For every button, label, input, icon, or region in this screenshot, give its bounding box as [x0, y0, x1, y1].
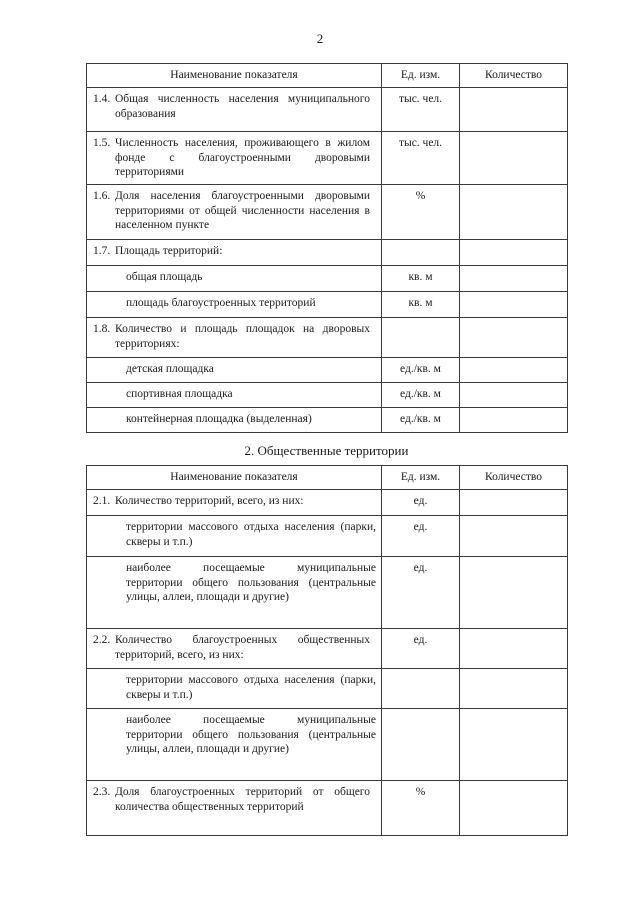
- row-unit: тыс. чел.: [382, 88, 460, 132]
- row-unit: ед./кв. м: [382, 383, 460, 408]
- row-quantity[interactable]: [460, 185, 568, 240]
- row-label: Количество и площадь площадок на дворовых территориях:: [115, 323, 370, 350]
- table-header-row: [87, 64, 568, 88]
- row-number: 1.8.: [93, 323, 111, 335]
- row-quantity[interactable]: [460, 490, 568, 516]
- row-quantity[interactable]: [460, 266, 568, 292]
- header-quantity: Количество: [460, 64, 568, 88]
- table-row: [87, 557, 568, 629]
- row-label: Количество благоустроенных общественных территорий, всего, из них:: [115, 634, 370, 661]
- row-unit: ед./кв. м: [382, 358, 460, 383]
- row-label: Доля населения благоустроенными дворовыми территориями от общей численности населения в населенном пункте: [115, 190, 370, 232]
- row-label: Количество территорий, всего, из них:: [115, 495, 304, 507]
- row-unit: [382, 669, 460, 709]
- row-label: наиболее посещаемые муниципальные территории общего пользования (центральные улицы, аллеи, площади и другие): [126, 714, 376, 756]
- row-label: Доля благоустроенных территорий от общего количества общественных территорий: [115, 786, 370, 813]
- row-unit: ед./кв. м: [382, 408, 460, 433]
- row-number: 1.4.: [93, 93, 111, 105]
- row-unit: тыс. чел.: [382, 132, 460, 185]
- row-unit: [382, 318, 460, 358]
- row-unit: ед.: [382, 516, 460, 557]
- header-unit: Ед. изм.: [382, 64, 460, 88]
- row-quantity[interactable]: [460, 292, 568, 318]
- row-number: 1.5.: [93, 137, 111, 149]
- table-row: [87, 88, 568, 132]
- row-quantity[interactable]: [460, 629, 568, 669]
- header-unit: Ед. изм.: [382, 466, 460, 490]
- row-unit: %: [382, 185, 460, 240]
- table-row: [87, 709, 568, 781]
- row-unit: ед.: [382, 557, 460, 629]
- row-number: 2.3.: [93, 786, 111, 798]
- table-row: [87, 240, 568, 266]
- row-number: 1.6.: [93, 190, 111, 202]
- row-quantity[interactable]: [460, 240, 568, 266]
- row-quantity[interactable]: [460, 132, 568, 185]
- row-quantity[interactable]: [460, 669, 568, 709]
- row-unit: ед.: [382, 629, 460, 669]
- row-number: 1.7.: [93, 245, 111, 257]
- table-row: [87, 132, 568, 185]
- section-title: 2. Общественные территории: [244, 443, 409, 458]
- table-row: [87, 490, 568, 516]
- row-unit: [382, 709, 460, 781]
- row-label: Численность населения, проживающего в жилом фонде с благоустроенными дворовыми территориями: [115, 137, 370, 179]
- header-name: Наименование показателя: [87, 64, 382, 88]
- table-row: [87, 408, 568, 433]
- row-unit: %: [382, 781, 460, 836]
- row-label: Общая численность населения муниципального образования: [115, 93, 370, 120]
- row-quantity[interactable]: [460, 516, 568, 557]
- table-header-row: [87, 466, 568, 490]
- table-row: [87, 318, 568, 358]
- row-quantity[interactable]: [460, 709, 568, 781]
- table-row: [87, 781, 568, 836]
- row-quantity[interactable]: [460, 781, 568, 836]
- row-number: 2.1.: [93, 495, 111, 507]
- table-row: [87, 383, 568, 408]
- row-quantity[interactable]: [460, 88, 568, 132]
- row-number: 2.2.: [93, 634, 111, 646]
- header-quantity: Количество: [460, 466, 568, 490]
- row-label: наиболее посещаемые муниципальные территории общего пользования (центральные улицы, аллеи, площади и другие): [126, 562, 376, 604]
- row-unit: ед.: [382, 490, 460, 516]
- table-row: [87, 669, 568, 709]
- row-unit: кв. м: [382, 266, 460, 292]
- table-yard-territories: [86, 63, 568, 433]
- table-row: [87, 358, 568, 383]
- table-public-territories: [86, 465, 568, 836]
- header-name: Наименование показателя: [87, 466, 382, 490]
- table-row: [87, 266, 568, 292]
- table-row: [87, 292, 568, 318]
- table-row: [87, 629, 568, 669]
- row-label: территории массового отдыха населения (парки, скверы и т.п.): [126, 674, 376, 701]
- table-row: [87, 185, 568, 240]
- row-label: спортивная площадка: [126, 388, 233, 400]
- page-number: 2: [316, 31, 324, 46]
- row-label: общая площадь: [126, 271, 203, 283]
- row-unit: кв. м: [382, 292, 460, 318]
- table-row: [87, 516, 568, 557]
- row-label: Площадь территорий:: [115, 245, 223, 257]
- row-unit: [382, 240, 460, 266]
- row-label: территории массового отдыха населения (парки, скверы и т.п.): [126, 521, 376, 548]
- row-label: площадь благоустроенных территорий: [126, 297, 316, 309]
- row-quantity[interactable]: [460, 358, 568, 383]
- row-quantity[interactable]: [460, 557, 568, 629]
- row-quantity[interactable]: [460, 408, 568, 433]
- row-quantity[interactable]: [460, 318, 568, 358]
- row-quantity[interactable]: [460, 383, 568, 408]
- row-label: детская площадка: [126, 363, 214, 375]
- row-label: контейнерная площадка (выделенная): [126, 413, 312, 425]
